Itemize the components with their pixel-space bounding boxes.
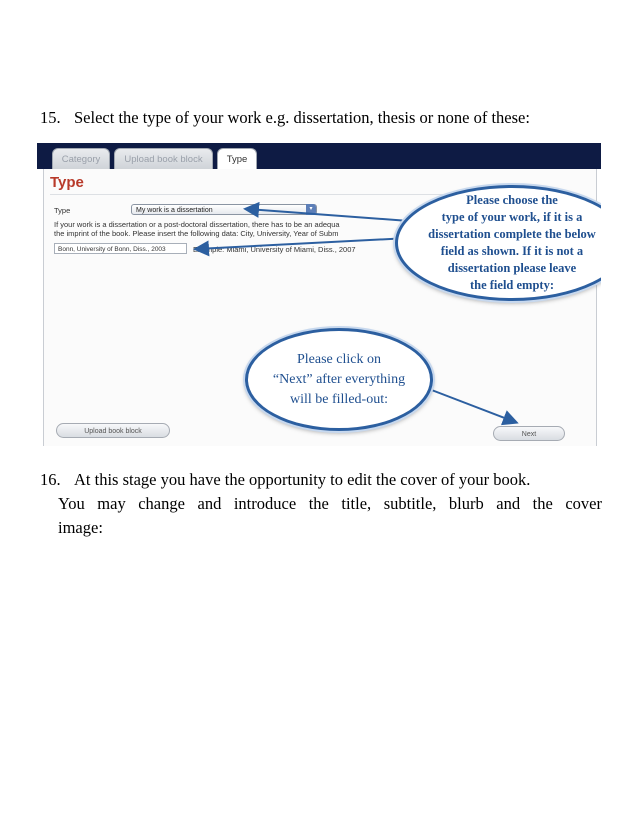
type-label: Type <box>54 206 71 215</box>
next-button[interactable]: Next <box>493 426 565 441</box>
callout-1-line-1: Please choose the <box>466 193 558 207</box>
tab-upload-book-block[interactable]: Upload book block <box>114 148 213 169</box>
callout-1-line-6: the field empty: <box>469 278 554 292</box>
callout-2-line-2: “Next” after everything <box>272 371 406 387</box>
callout-1-line-4: field as shown. If it is not a <box>440 244 584 258</box>
panel-title: Type <box>50 174 84 191</box>
step-16-line-1: At this stage you have the opportunity to edit the cover of your book. <box>74 470 531 489</box>
callout-1-line-3: dissertation complete the below <box>428 227 596 241</box>
info-line-1: If your work is a dissertation or a post-doctoral dissertation, there has to be an adequa <box>54 220 340 229</box>
step-16-instruction <box>40 468 602 540</box>
step-15-text: Select the type of your work e.g. dissertation, thesis or none of these: <box>74 108 530 127</box>
arrow-to-select <box>247 209 409 221</box>
dissertation-imprint-field[interactable]: Bonn, University of Bonn, Diss., 2003 <box>54 243 187 254</box>
chevron-down-icon: ▾ <box>306 204 316 215</box>
callout-2-line-3: will be filled-out: <box>290 391 388 407</box>
step-16-line-2: You may change and introduce the title, subtitle, blurb and the cover <box>58 494 602 513</box>
arrow-to-field <box>197 238 409 249</box>
callout-2-line-1: Please click on <box>297 351 381 367</box>
callout-click-next <box>245 328 433 431</box>
step-16-line-3: image: <box>58 518 103 537</box>
step-16-number: 16. <box>40 470 61 489</box>
back-upload-book-block-button[interactable]: Upload book block <box>56 423 170 438</box>
example-text: Example: Miami, University of Miami, Diss., 2007 <box>193 245 356 254</box>
info-line-2: the imprint of the book. Please insert the following data: City, University, Year of Subm <box>54 229 339 238</box>
step-15-instruction <box>40 106 602 130</box>
callout-1-line-5: dissertation please leave <box>447 261 577 275</box>
work-type-select-value: My work is a dissertation <box>136 207 213 214</box>
arrow-to-next <box>429 389 515 422</box>
embedded-screenshot <box>37 143 601 446</box>
step-15-number: 15. <box>40 108 61 127</box>
tab-category[interactable]: Category <box>52 148 110 169</box>
tab-type[interactable]: Type <box>217 148 257 169</box>
callout-1-line-2: type of your work, if it is a <box>441 210 583 224</box>
